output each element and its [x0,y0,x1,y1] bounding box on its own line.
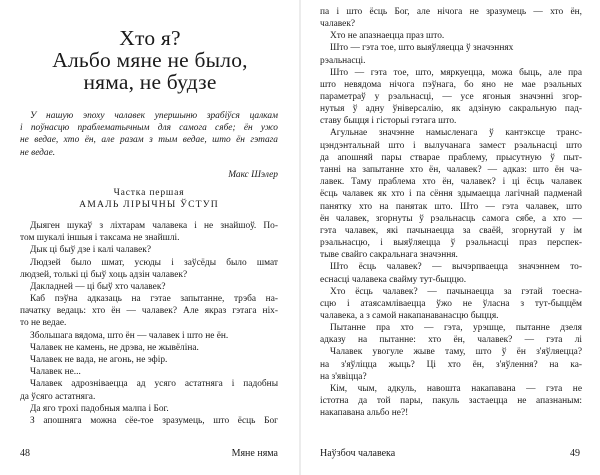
text-line: танні на запытанне хто ён, чалавек? — адказ: што ён ча- [320,165,582,175]
running-head: Наўзбоч чалавека [320,448,396,459]
text-line: Кім, чым, адкуль, навошта накапавана — гэта не [330,383,582,394]
title-line: Хто я? [119,26,181,50]
text-line: цэндэнтальнай што і вылучанага замест рэальнасці што [320,140,582,151]
text-line: людзей, толькі ці быў хоць адзін чалавек? [20,269,188,280]
left-body-text [20,220,278,427]
text-line: што невядома нічога пэўнага, бо яно не мае рэальных [320,79,582,90]
text-line: ёсць чалавек як хто і па сёння здымаецца лагічнай падменай [320,189,582,200]
text-line: істотна да той пары, пакуль застаецца не апазнаным: [320,396,582,407]
title-line: няма, не будзе [83,70,217,94]
text-line: па і што ёсць Бог, але нічога не зразумець — хто ён, [320,7,582,17]
text-line: чалавек? [320,19,356,30]
epigraph-line: не ведае. [20,147,56,158]
text-line: чалавека, а з самой накапанаванасцю быцця. [320,310,499,321]
text-line: Хто не апазнаецца праз што. [330,31,445,42]
text-line: Што — гэта тое, што выяўляецца ў значэннях [330,43,514,54]
text-line: еснасці чалавека свайму тут-быццю. [320,274,467,285]
page-number: 48 [20,448,30,459]
text-line: панятку хто на панятак што. Што — гэта чалавек, што [320,201,582,212]
text-line: накапавана альбо не?! [320,408,409,419]
text-line: лавек. Таму праблема хто ён, чалавек? і ці ёсць чалавек [320,177,582,188]
text-line: Агульнае значэнне намысленага ў кантэксце транс- [330,128,582,139]
text-line: рэальнасці. [320,55,366,66]
text-line: Што ёсць чалавек? — вычэрпваецца значэннем то- [330,262,582,273]
title-line: Альбо мяне не было, [52,48,248,72]
text-line: Чалавек увогуле жыве таму, што ў ён з'яўляецца? [330,347,582,358]
page-number: 49 [570,448,580,459]
text-line: Чалавек адрозніваецца ад усяго астатняга і падобны [30,379,278,390]
running-head: Мяне няма [231,448,278,459]
part-label: Частка першая [113,187,185,198]
text-line: Чалавек не камень, не дрэва, не жывёліна. [30,342,199,353]
text-line: Што — гэта тое, што, мяркуецца, можа быць, але пра [330,67,582,78]
text-line: Да яго трохі падобныя малпа і Бог. [30,403,169,414]
text-line: да апошняй пары стварае праблему, прысутную ў пыт- [320,152,582,163]
text-line: нутыя ў адну ўніверсалію, як адзіную сакральную пад- [320,104,582,115]
right-body-text [320,6,582,419]
text-line: пачатку ведаць: хто ён — чалавек? Але якраз гэтага ніх- [20,306,278,317]
text-line: Каб пэўна адказаць на гэтае запытанне, трэба на- [30,294,278,305]
text-line: Дакладней — ці быў хто чалавек? [30,281,166,292]
text-line: ставу быцця і гісторыі гэтага што. [320,116,457,127]
text-line: сцю і атаясамліваецца ўжо не ўласна з тут-быццём [320,298,582,309]
text-line: ён чалавек, згорнуты ў рэальнасць самога сябе, а хто — [320,213,582,224]
text-line: да ўсяго астатняга. [20,391,96,402]
epigraph [20,110,278,159]
epigraph-line: не ведае, хто ён, але разам з тым ведае, што ён гэтага [20,135,278,146]
text-line: то не ведае. [20,318,67,329]
text-line: гэта чалавек, які пачынаецца за сваёй, згорнутай у ім [320,225,582,236]
text-line: адказу на пытанне: хто ён, чалавек? — гэта лі [320,335,582,346]
text-line: Дыяген шукаў з ліхтарам чалавека і не знайшоў. По- [30,221,278,231]
text-line: том шукалі іншыя і таксама не знайшлі. [20,233,180,244]
epigraph-line: і поўнасцю праблематычным для самога сябе; ён ужо [20,123,278,134]
epigraph-author: Макс Шэлер [228,170,278,180]
text-line: Чалавек не... [30,367,81,378]
text-line: на з'яўліцца жыць? Ці хто ён, з'яўлення? на ка- [320,359,582,370]
text-line: на з'явіцца? [320,371,367,382]
text-line: Хто ёсць чалавек? — пачынаецца за гэтай тоесна- [330,286,582,297]
text-line: Збольшага вядома, што ён — чалавек і што не ён. [30,330,229,341]
part-title: АМАЛЬ ЛІРЫЧНЫ ЎСТУП [79,199,219,210]
text-line: рэальнасцю, і выяўляецца ў рэальнасці праз перспек- [320,238,582,249]
text-line: Дык ці быў дзе і калі чалавек? [30,245,152,256]
chapter-title [22,27,278,93]
epigraph-line: У нашую эпоху чалавек упершыню зрабіўся цалкам [30,111,278,121]
text-line: тыве свайго сакральнага значэння. [320,250,458,261]
text-line: Пытанне пра хто — гэта, урэшце, пытанне дзеля [330,323,582,334]
text-line: Чалавек не вада, не агонь, не эфір. [30,355,168,365]
text-line: Людзей было шмат, усюды і заўсёды было шмат [30,257,278,268]
text-line: З апошняга можна сёе-тое зразумець, што ёсць Бог [30,415,278,426]
text-line: параметраў у рэальнасці, — усе ягоныя значэнні згор- [320,92,582,103]
